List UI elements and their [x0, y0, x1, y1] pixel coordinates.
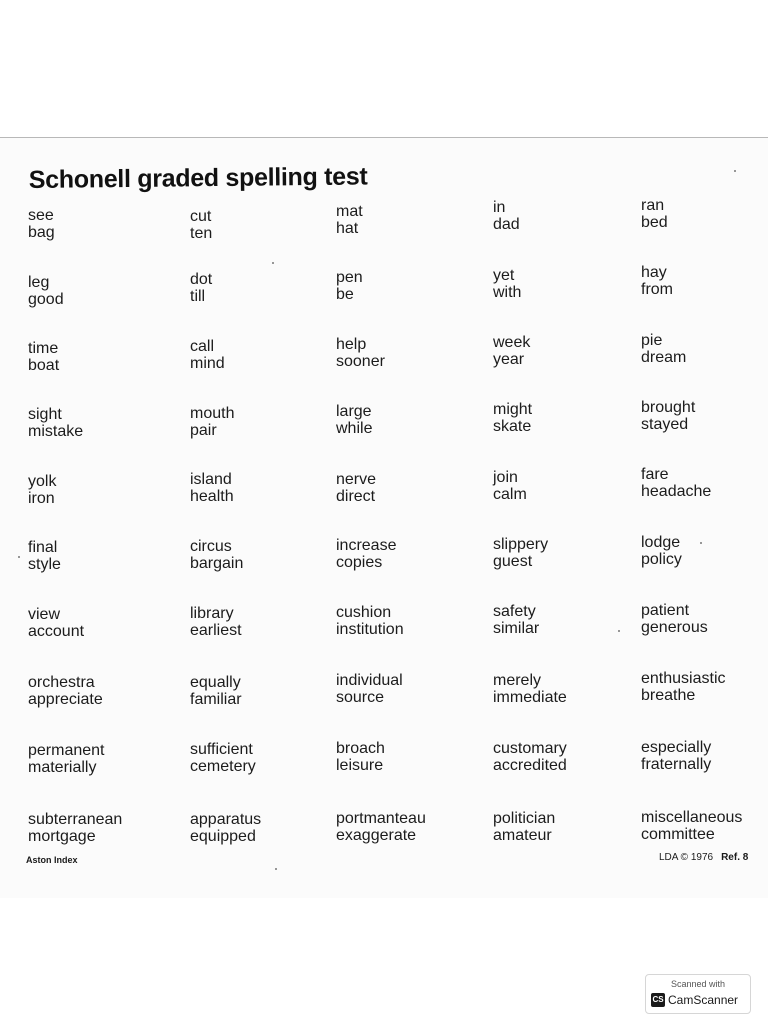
word-first: brought — [641, 399, 696, 416]
word-first: library — [190, 605, 234, 622]
word-second: equipped — [190, 828, 256, 845]
word-second: pair — [190, 422, 217, 439]
word-pair — [641, 466, 711, 500]
word-first: dot — [190, 271, 213, 288]
word-second: earliest — [190, 622, 242, 639]
word-second: exaggerate — [336, 827, 417, 844]
scan-speck — [734, 170, 736, 172]
word-first: final — [28, 539, 58, 556]
word-second: iron — [28, 490, 55, 507]
word-first: equally — [190, 674, 241, 691]
word-pair — [493, 740, 567, 774]
word-pair — [28, 606, 84, 640]
word-pair — [28, 207, 55, 241]
word-column-1 — [28, 0, 188, 1024]
word-first: time — [28, 340, 59, 357]
word-pair — [641, 602, 708, 636]
word-second: mind — [190, 355, 225, 372]
word-second: boat — [28, 357, 60, 374]
word-second: copies — [336, 554, 383, 571]
word-first: portmanteau — [336, 810, 426, 827]
word-pair — [28, 473, 56, 507]
word-first: large — [336, 403, 372, 420]
word-second: skate — [493, 418, 532, 435]
word-pair — [641, 197, 668, 231]
word-second: hat — [336, 220, 359, 237]
word-second: good — [28, 291, 64, 308]
word-first: see — [28, 207, 54, 224]
word-pair — [190, 208, 212, 242]
word-second: headache — [641, 483, 712, 500]
word-pair — [190, 471, 234, 505]
word-pair — [641, 399, 695, 433]
scan-speck — [618, 630, 620, 632]
word-second: committee — [641, 826, 715, 843]
word-first: merely — [493, 672, 542, 689]
word-pair — [336, 471, 376, 505]
word-pair — [336, 604, 404, 638]
word-second: direct — [336, 488, 376, 505]
word-first: island — [190, 471, 232, 488]
word-first: cushion — [336, 604, 392, 621]
word-second: with — [493, 284, 522, 301]
word-second: generous — [641, 619, 708, 636]
word-first: safety — [493, 603, 536, 620]
word-column-4 — [493, 0, 653, 1024]
word-first: call — [190, 338, 215, 355]
word-pair — [641, 739, 711, 773]
word-first: politician — [493, 810, 556, 827]
word-second: bargain — [190, 555, 244, 572]
word-second: materially — [28, 759, 97, 776]
word-pair — [28, 539, 61, 573]
scan-speck — [700, 542, 702, 544]
scanner-caption: Scanned with — [670, 979, 726, 989]
word-pair — [336, 269, 363, 303]
scanner-name: CamScanner — [668, 993, 739, 1007]
word-second: from — [641, 281, 673, 298]
word-second: year — [493, 351, 525, 368]
word-second: calm — [493, 486, 527, 503]
word-pair — [641, 264, 673, 298]
word-first: yet — [493, 267, 515, 284]
word-first: especially — [641, 739, 712, 756]
word-pair — [641, 809, 742, 843]
word-pair — [190, 338, 225, 372]
word-column-2 — [190, 0, 350, 1024]
word-first: patient — [641, 602, 690, 619]
word-pair — [493, 810, 555, 844]
word-first: mouth — [190, 405, 235, 422]
word-first: orchestra — [28, 674, 95, 691]
word-second: mistake — [28, 423, 84, 440]
word-first: broach — [336, 740, 385, 757]
word-first: circus — [190, 538, 232, 555]
copyright-text: LDA © 1976 — [659, 852, 714, 863]
word-pair — [641, 534, 682, 568]
word-pair — [28, 811, 122, 845]
word-first: lodge — [641, 534, 681, 551]
word-second: account — [28, 623, 85, 640]
page-title: Schonell graded spelling test — [28, 162, 368, 195]
word-pair — [190, 538, 243, 572]
word-first: slippery — [493, 536, 549, 553]
word-second: dream — [641, 349, 687, 366]
word-second: be — [336, 286, 354, 303]
word-first: individual — [336, 672, 403, 689]
word-pair — [336, 336, 385, 370]
scan-speck — [272, 262, 274, 264]
camscanner-logo-icon: CS — [651, 993, 665, 1007]
word-second: amateur — [493, 827, 552, 844]
word-second: immediate — [493, 689, 567, 706]
word-second: breathe — [641, 687, 696, 704]
word-first: subterranean — [28, 811, 123, 828]
word-second: fraternally — [641, 756, 712, 773]
word-pair — [28, 274, 64, 308]
word-second: dad — [493, 216, 520, 233]
word-first: help — [336, 336, 367, 353]
footer-source: Aston Index — [26, 855, 78, 865]
word-pair — [28, 406, 83, 440]
word-pair — [493, 401, 532, 435]
word-first: ran — [641, 197, 665, 214]
word-second: bed — [641, 214, 668, 231]
word-second: while — [336, 420, 373, 437]
word-pair — [336, 672, 403, 706]
word-first: yolk — [28, 473, 57, 490]
footer-copyright — [659, 852, 748, 863]
word-first: pie — [641, 332, 663, 349]
word-first: permanent — [28, 742, 105, 759]
word-first: fare — [641, 466, 669, 483]
word-pair — [190, 811, 261, 845]
word-pair — [493, 603, 539, 637]
word-second: institution — [336, 621, 404, 638]
word-second: familiar — [190, 691, 242, 708]
word-pair — [493, 199, 520, 233]
word-first: customary — [493, 740, 567, 757]
scan-speck — [275, 868, 277, 870]
word-first: sight — [28, 406, 62, 423]
word-pair — [336, 810, 426, 844]
word-second: mortgage — [28, 828, 96, 845]
word-column-5 — [641, 0, 768, 1024]
word-pair — [190, 405, 234, 439]
word-column-3 — [336, 0, 496, 1024]
word-second: source — [336, 689, 385, 706]
word-second: appreciate — [28, 691, 103, 708]
word-second: leisure — [336, 757, 384, 774]
word-pair — [641, 332, 686, 366]
word-pair — [493, 672, 567, 706]
word-first: week — [493, 334, 531, 351]
word-first: apparatus — [190, 811, 262, 828]
word-first: pen — [336, 269, 363, 286]
word-second: cemetery — [190, 758, 256, 775]
word-pair — [336, 740, 385, 774]
word-pair — [641, 670, 726, 704]
camscanner-watermark — [645, 974, 751, 1014]
word-first: mat — [336, 203, 363, 220]
word-pair — [493, 469, 527, 503]
word-second: accredited — [493, 757, 567, 774]
word-first: increase — [336, 537, 397, 554]
word-second: policy — [641, 551, 682, 568]
word-second: health — [190, 488, 234, 505]
word-pair — [28, 340, 59, 374]
word-pair — [493, 267, 521, 301]
word-first: cut — [190, 208, 212, 225]
word-pair — [493, 536, 548, 570]
word-first: in — [493, 199, 506, 216]
word-second: style — [28, 556, 61, 573]
word-pair — [336, 203, 363, 237]
word-pair — [336, 403, 372, 437]
word-pair — [190, 741, 256, 775]
word-second: similar — [493, 620, 540, 637]
word-second: till — [190, 288, 206, 305]
word-first: leg — [28, 274, 50, 291]
word-first: sufficient — [190, 741, 253, 758]
reference-number: Ref. 8 — [721, 852, 749, 863]
word-pair — [493, 334, 530, 368]
word-second: stayed — [641, 416, 689, 433]
word-second: ten — [190, 225, 213, 242]
word-pair — [190, 674, 242, 708]
word-first: miscellaneous — [641, 809, 743, 826]
word-pair — [28, 742, 105, 776]
word-pair — [336, 537, 396, 571]
word-first: might — [493, 401, 533, 418]
word-second: guest — [493, 553, 533, 570]
word-pair — [28, 674, 103, 708]
word-first: nerve — [336, 471, 377, 488]
word-first: enthusiastic — [641, 670, 726, 687]
word-pair — [190, 605, 242, 639]
word-pair — [190, 271, 212, 305]
word-first: view — [28, 606, 61, 623]
word-second: sooner — [336, 353, 385, 370]
word-second: bag — [28, 224, 55, 241]
scan-speck — [18, 556, 20, 558]
word-first: hay — [641, 264, 667, 281]
word-first: join — [493, 469, 518, 486]
